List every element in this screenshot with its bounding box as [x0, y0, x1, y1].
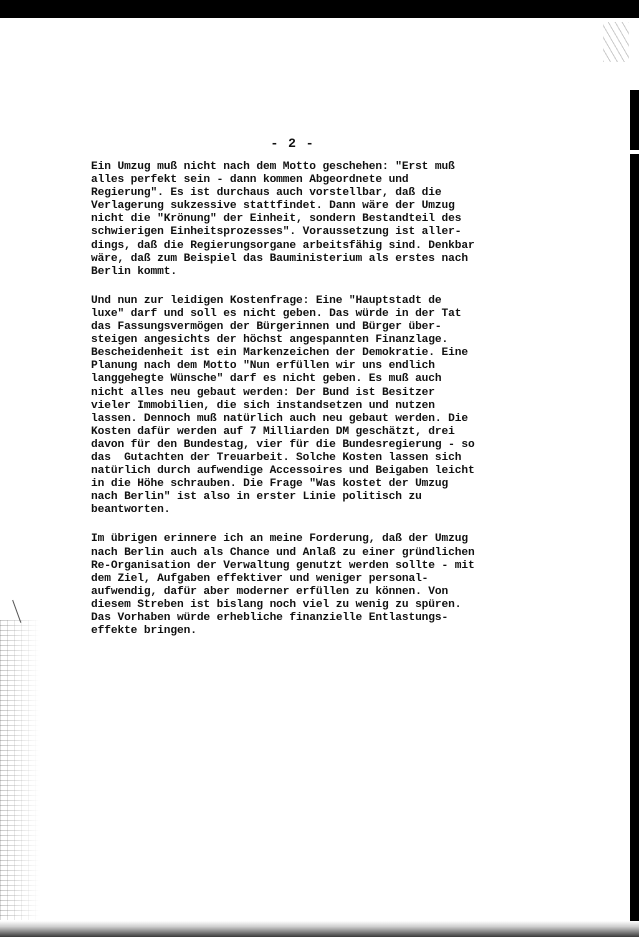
text-line: lassen. Dennoch muß natürlich auch neu gebaut werden. Die — [91, 412, 468, 425]
scan-right-border — [630, 90, 639, 937]
paragraph — [91, 295, 531, 518]
scan-top-border — [0, 0, 639, 18]
text-line: nicht alles neu gebaut werden: Der Bund ist Besitzer — [91, 386, 435, 399]
text-line: Bescheidenheit ist ein Markenzeichen der Demokratie. Eine — [91, 347, 468, 360]
text-line: Im übrigen erinnere ich an meine Forderung, daß der Umzug — [91, 533, 468, 546]
text-line: das Gutachten der Treuarbeit. Solche Kosten lassen sich — [91, 451, 462, 464]
text-line: in die Höhe schrauben. Die Frage "Was kostet der Umzug — [91, 478, 449, 491]
text-line: Ein Umzug muß nicht nach dem Motto geschehen: "Erst muß — [91, 161, 455, 173]
text-line: natürlich durch aufwendige Accessoires und Beigaben leicht — [91, 465, 475, 478]
margin-mark — [12, 597, 29, 623]
text-line: luxe" darf und soll es nicht geben. Das würde in der Tat — [91, 307, 462, 320]
text-line: langgehegte Wünsche" darf es nicht geben. Es muß auch — [91, 373, 442, 386]
text-line: Re-Organisation der Verwaltung genutzt werden sollte - mit — [91, 559, 475, 572]
text-line: beantworten. — [91, 504, 171, 517]
text-line: nicht die "Krönung" der Einheit, sondern Bestandteil des — [91, 213, 462, 226]
page-number: - 2 - — [270, 136, 315, 151]
text-line: diesem Streben ist bislang noch viel zu wenig zu spüren. — [91, 598, 462, 611]
text-line: Planung nach dem Motto "Nun erfüllen wir uns endlich — [91, 360, 435, 373]
text-line: dem Ziel, Aufgaben effektiver und weniger personal- — [91, 572, 429, 585]
scan-corner-speckle — [603, 22, 629, 62]
text-line: alles perfekt sein - dann kommen Abgeordnete und — [91, 174, 409, 187]
text-line: steigen angesichts der höchst angespannten Finanzlage. — [91, 334, 449, 347]
text-line: effekte bringen. — [91, 625, 197, 638]
document-body — [91, 161, 531, 654]
scan-right-border-gap — [630, 150, 639, 154]
text-line: vieler Immobilien, die sich instandsetzen und nutzen — [91, 399, 435, 412]
paragraph — [91, 533, 531, 638]
text-line: davon für den Bundestag, vier für die Bundesregierung - so — [91, 438, 475, 451]
text-line: aufwendig, dafür aber moderner erfüllen zu können. Von — [91, 585, 449, 598]
text-line: Verlagerung sukzessive stattfindet. Dann wäre der Umzug — [91, 200, 455, 213]
text-line: schwierigen Einheitsprozesses". Voraussetzung ist aller- — [91, 226, 462, 239]
paragraph — [91, 161, 531, 279]
text-line: Und nun zur leidigen Kostenfrage: Eine "Hauptstadt de — [91, 294, 442, 307]
text-line: Das Vorhaben würde erhebliche finanzielle Entlastungs- — [91, 612, 449, 624]
text-line: nach Berlin auch als Chance und Anlaß zu einer gründlichen — [91, 546, 475, 559]
text-line: wäre, daß zum Beispiel das Bauministerium als erstes nach — [91, 252, 468, 265]
text-line: nach Berlin" ist also in erster Linie politisch zu — [91, 491, 422, 504]
scan-left-speckle — [0, 620, 40, 920]
text-line: Kosten dafür werden auf 7 Milliarden DM geschätzt, drei — [91, 425, 455, 438]
scan-bottom-border — [0, 921, 639, 937]
text-line: Berlin kommt. — [91, 265, 177, 278]
text-line: dings, daß die Regierungsorgane arbeitsfähig sind. Denkbar — [91, 239, 475, 252]
text-line: das Fassungsvermögen der Bürgerinnen und Bürger über- — [91, 321, 442, 334]
text-line: Regierung". Es ist durchaus auch vorstellbar, daß die — [91, 187, 442, 200]
